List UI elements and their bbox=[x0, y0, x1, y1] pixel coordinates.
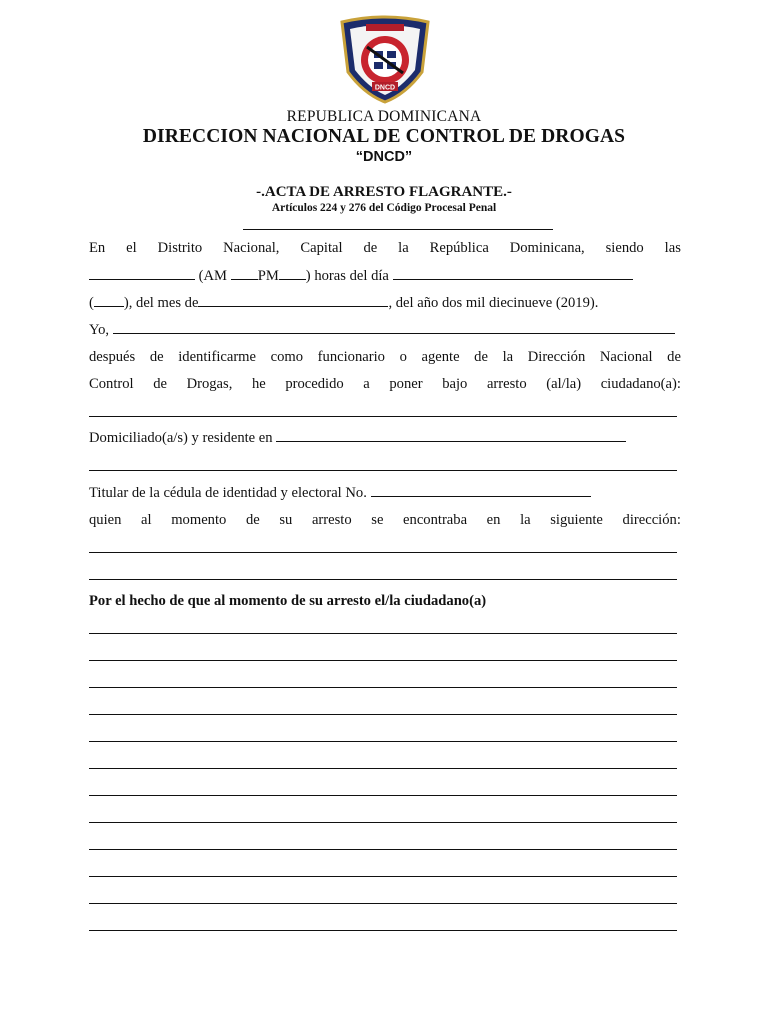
citizen-name-field[interactable] bbox=[89, 416, 677, 417]
domicile-field[interactable] bbox=[276, 429, 626, 442]
facts-field-9[interactable] bbox=[89, 849, 677, 850]
facts-field-2[interactable] bbox=[89, 660, 677, 661]
paragraph-line-1: En el Distrito Nacional, Capital de la República Dominicana, siendo las bbox=[89, 240, 681, 256]
time-line: (AM PM ) horas del día bbox=[89, 267, 681, 285]
facts-field-8[interactable] bbox=[89, 822, 677, 823]
address-intro-line: quien al momento de su arresto se encontraba en la siguiente dirección: bbox=[89, 512, 681, 528]
svg-text:DNCD: DNCD bbox=[374, 84, 396, 92]
facts-field-12[interactable] bbox=[89, 930, 677, 931]
address-field-1[interactable] bbox=[89, 552, 677, 553]
pm-field[interactable] bbox=[279, 267, 306, 280]
id-line: Titular de la cédula de identidad y electoral No. bbox=[89, 484, 681, 502]
id-number-field[interactable] bbox=[371, 484, 591, 497]
document-title: -.ACTA DE ARRESTO FLAGRANTE.- bbox=[256, 184, 512, 200]
paragraph-line-6: Control de Drogas, he procedido a poner bajo arresto (al/la) ciudadano(a): bbox=[89, 376, 681, 392]
agency-acronym: “DNCD” bbox=[355, 149, 413, 165]
facts-field-11[interactable] bbox=[89, 903, 677, 904]
title-underline bbox=[243, 229, 553, 230]
dncd-emblem-icon bbox=[334, 14, 436, 104]
facts-field-6[interactable] bbox=[89, 768, 677, 769]
facts-field-3[interactable] bbox=[89, 687, 677, 688]
day-number-field[interactable] bbox=[94, 294, 124, 307]
address-field-2[interactable] bbox=[89, 579, 677, 580]
day-field[interactable] bbox=[393, 267, 633, 280]
facts-field-1[interactable] bbox=[89, 633, 677, 634]
month-field[interactable] bbox=[198, 294, 388, 307]
facts-field-10[interactable] bbox=[89, 876, 677, 877]
agency-name: DIRECCION NACIONAL DE CONTROL DE DROGAS bbox=[142, 126, 626, 147]
am-field[interactable] bbox=[231, 267, 258, 280]
date-line: ( ), del mes de , del año dos mil diecinueve (2019). bbox=[89, 295, 599, 311]
officer-line: Yo, bbox=[89, 321, 681, 339]
facts-heading: Por el hecho de que al momento de su arresto el/la ciudadano(a) bbox=[89, 593, 487, 609]
facts-field-4[interactable] bbox=[89, 714, 677, 715]
officer-name-field[interactable] bbox=[113, 321, 675, 334]
country-name: REPUBLICA DOMINICANA bbox=[286, 108, 482, 125]
domicile-line: Domiciliado(a/s) y residente en bbox=[89, 429, 681, 447]
legal-reference: Artículos 224 y 276 del Código Procesal Penal bbox=[271, 202, 497, 214]
domicile-extra-field[interactable] bbox=[89, 470, 677, 471]
facts-field-7[interactable] bbox=[89, 795, 677, 796]
facts-field-5[interactable] bbox=[89, 741, 677, 742]
time-field[interactable] bbox=[89, 267, 195, 280]
paragraph-line-5: después de identificarme como funcionario o agente de la Dirección Nacional de bbox=[89, 349, 681, 365]
